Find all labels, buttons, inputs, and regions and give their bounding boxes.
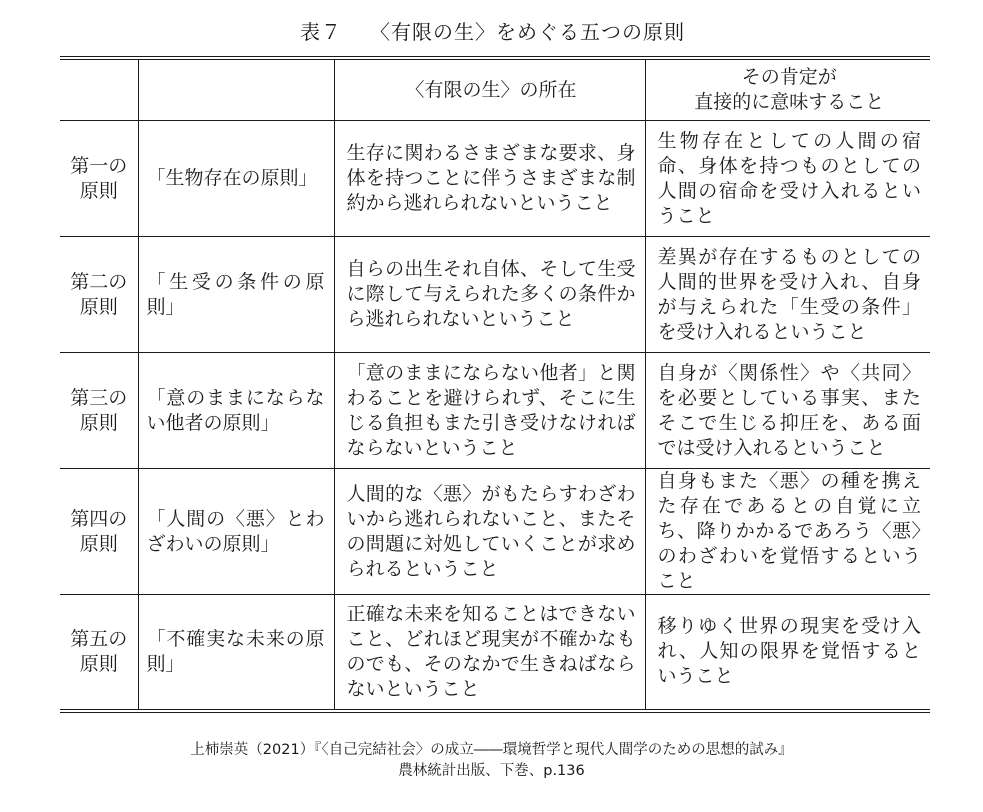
header-row: [60, 58, 930, 121]
row-location: 「意のままにならない他者」と関わることを避けられず、そこに生じる負担もまた引き受けなければならないということ: [334, 353, 645, 469]
citation-line-1: 上柿崇英（2021）『〈自己完結社会〉の成立――環境哲学と現代人間学のための思想的試み』: [190, 742, 793, 758]
row-meaning: 移りゆく世界の現実を受け入れ、人知の限界を覚悟するということ: [645, 595, 930, 711]
row-name: 「生物存在の原則」: [138, 121, 334, 237]
row-location: 自らの出生それ自体、そして生受に際して与えられた多くの条件から逃れられないということ: [334, 237, 645, 353]
principles-table: [60, 56, 930, 713]
row-name: 「不確実な未来の原則」: [138, 595, 334, 711]
row-meaning: 生物存在としての人間の宿命、身体を持つものとしての人間の宿命を受け入れるということ: [645, 121, 930, 237]
table-row: [60, 121, 930, 237]
row-meaning: 自身もまた〈悪〉の種を携えた存在であるとの自覚に立ち、降りかかるであろう〈悪〉のわざわいを覚悟するということ: [645, 469, 930, 595]
row-name: 「人間の〈悪〉とわざわいの原則」: [138, 469, 334, 595]
table-row: [60, 595, 930, 711]
citation-line-2: 農林統計出版、下巻、p.136: [398, 763, 585, 779]
row-name: 「意のままにならない他者の原則」: [138, 353, 334, 469]
source-citation: [0, 740, 983, 782]
row-number: 第五の 原則: [60, 595, 138, 711]
table-number: 表７: [300, 20, 342, 44]
row-number: 第一の 原則: [60, 121, 138, 237]
table-row: [60, 237, 930, 353]
row-location: 生存に関わるさまざまな要求、身体を持つことに伴うさまざまな制約から逃れられないということ: [334, 121, 645, 237]
header-name: [138, 58, 334, 121]
table-title-text: 〈有限の生〉をめぐる五つの原則: [370, 20, 685, 44]
header-location: 〈有限の生〉の所在: [334, 58, 645, 121]
table-title: [0, 16, 983, 45]
row-number: 第二の 原則: [60, 237, 138, 353]
row-meaning: 自身が〈関係性〉や〈共同〉を必要としている事実、またそこで生じる抑圧を、ある面では受け入れるということ: [645, 353, 930, 469]
row-location: 正確な未来を知ることはできないこと、どれほど現実が不確かなものでも、そのなかで生きねばならないということ: [334, 595, 645, 711]
row-location: 人間的な〈悪〉がもたらすわざわいから逃れられないこと、またその問題に対処していくことが求められるということ: [334, 469, 645, 595]
row-meaning: 差異が存在するものとしての人間的世界を受け入れ、自身が与えられた「生受の条件」を受け入れるということ: [645, 237, 930, 353]
row-number: 第四の 原則: [60, 469, 138, 595]
header-number: [60, 58, 138, 121]
row-number: 第三の 原則: [60, 353, 138, 469]
table-row: [60, 353, 930, 469]
row-name: 「生受の条件の原則」: [138, 237, 334, 353]
table-row: [60, 469, 930, 595]
header-meaning: その肯定が 直接的に意味すること: [645, 58, 930, 121]
